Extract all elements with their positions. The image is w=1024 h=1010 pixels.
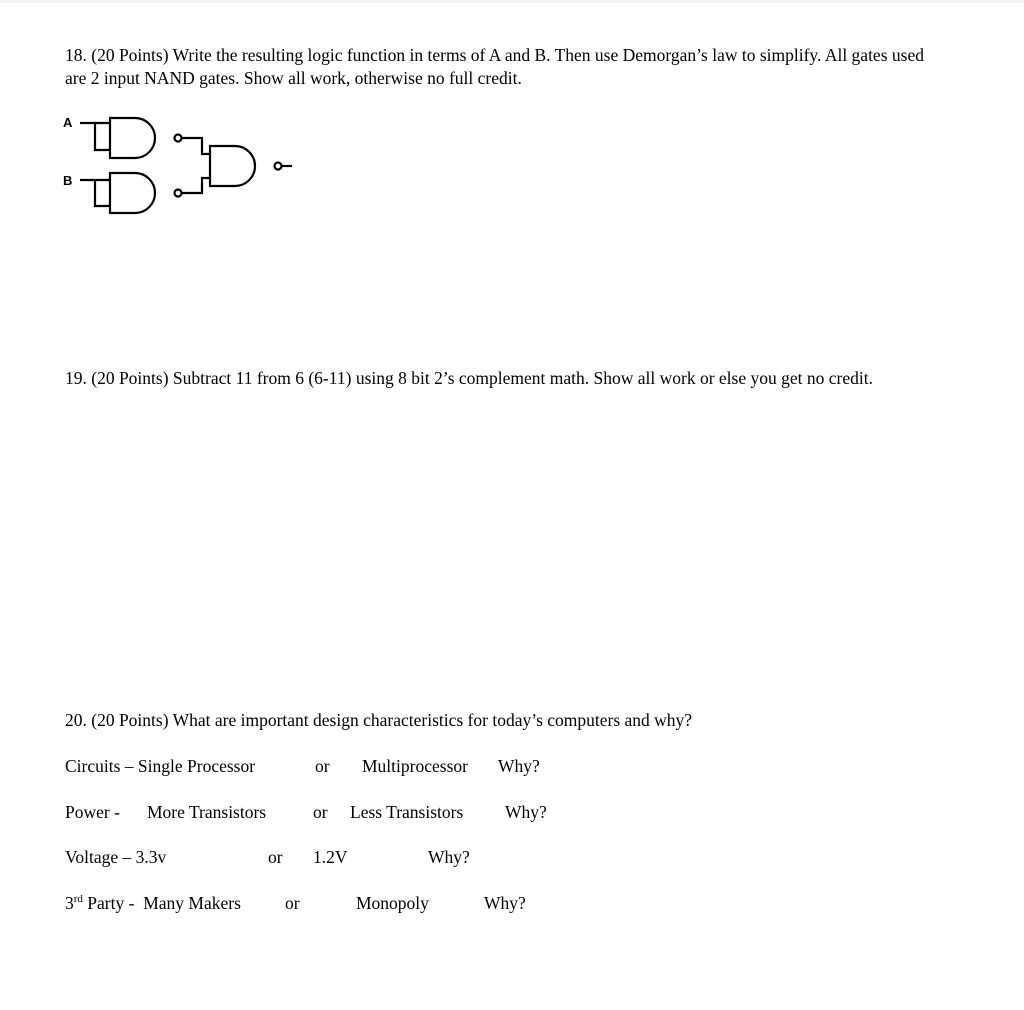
page-top-edge bbox=[0, 0, 1024, 3]
power-or: or bbox=[313, 802, 328, 822]
third-party-label bbox=[65, 892, 241, 915]
third-party-label-num: 3 bbox=[65, 893, 74, 913]
nand-gate-circuit-diagram bbox=[60, 108, 300, 233]
voltage-label: Voltage – 3.3v bbox=[65, 847, 167, 867]
third-party-option2: Monopoly bbox=[356, 893, 429, 913]
power-label: Power - bbox=[65, 802, 120, 822]
circuits-or: or bbox=[315, 756, 330, 776]
nand-gate-1 bbox=[110, 118, 155, 158]
circuits-option2: Multiprocessor bbox=[362, 756, 468, 776]
circuits-why: Why? bbox=[498, 756, 540, 776]
input-b-label: B bbox=[63, 173, 73, 188]
gate2-to-gate3-wire bbox=[182, 178, 211, 193]
voltage-why: Why? bbox=[428, 847, 470, 867]
nand-gate-3 bbox=[210, 146, 255, 186]
power-option1: More Transistors bbox=[147, 802, 267, 822]
nand-gate-2-bubble bbox=[175, 190, 182, 197]
question-19-text: 19. (20 Points) Subtract 11 from 6 (6-11) using 8 bit 2’s complement math. Show all work or else you get no credit. bbox=[65, 368, 873, 388]
nand-gate-3-bubble bbox=[275, 163, 282, 170]
nand-gate-2 bbox=[110, 173, 155, 213]
power-option2: Less Transistors bbox=[350, 802, 464, 822]
voltage-or: or bbox=[268, 847, 283, 867]
third-party-label-sup: rd bbox=[73, 893, 83, 906]
third-party-label-rest: Party - Many Makers bbox=[82, 893, 241, 913]
input-b-wire bbox=[80, 180, 110, 206]
voltage-option2: 1.2V bbox=[313, 847, 348, 867]
third-party-why: Why? bbox=[484, 893, 526, 913]
gate1-to-gate3-wire bbox=[182, 138, 211, 154]
input-a-label: A bbox=[63, 115, 73, 130]
power-why: Why? bbox=[505, 802, 547, 822]
input-a-wire bbox=[80, 123, 110, 150]
circuits-label: Circuits – Single Processor bbox=[65, 756, 256, 776]
third-party-or: or bbox=[285, 893, 300, 913]
question-18-text: 18. (20 Points) Write the resulting logic function in terms of A and B. Then use Demorgan’s law to simplify. All gates used are 2 input NAND gates. Show all work, otherwise no full credit. bbox=[65, 45, 924, 88]
question-20-text: 20. (20 Points) What are important design characteristics for today’s computers and why? bbox=[65, 710, 693, 730]
nand-gate-1-bubble bbox=[175, 135, 182, 142]
